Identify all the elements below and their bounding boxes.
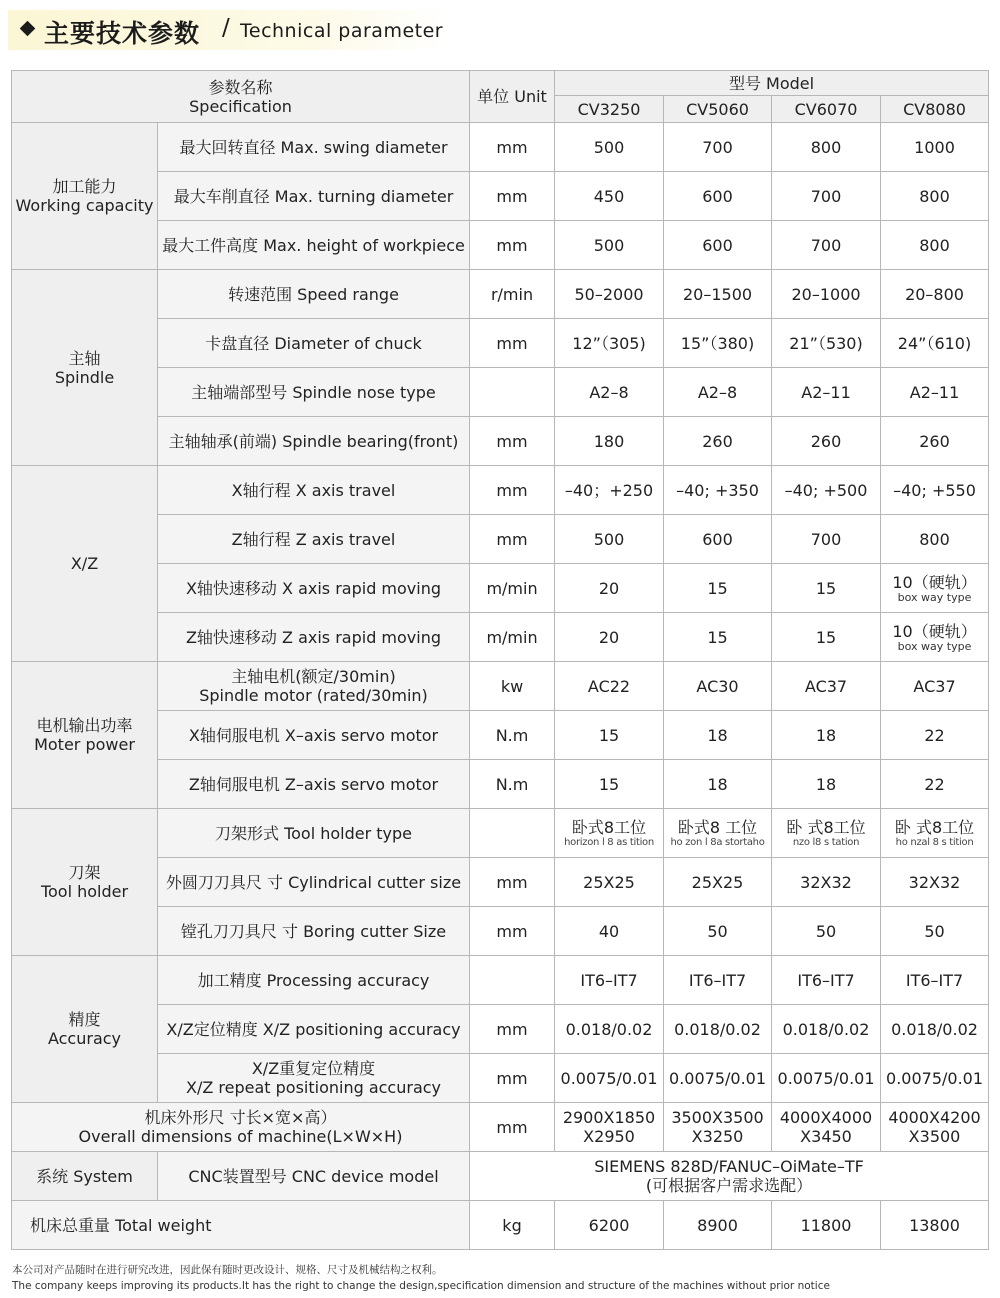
cell-value: 13800	[881, 1201, 989, 1250]
table-row	[12, 123, 989, 172]
cell-value: 10（硬轨） box way type	[881, 613, 989, 662]
cnc-model-value: SIEMENS 828D/FANUC–OiMate–TF (可根据客户需求选配）	[470, 1152, 989, 1201]
cell-value: 12”（305)	[555, 319, 664, 368]
cell-value: IT6–IT7	[555, 956, 664, 1005]
row-unit: mm	[470, 1005, 555, 1054]
cell-value: A2–11	[881, 368, 989, 417]
cell-value: 600	[664, 221, 772, 270]
cell-value: 22	[881, 711, 989, 760]
row-unit: mm	[470, 417, 555, 466]
cell-value: 32X32	[881, 858, 989, 907]
row-unit: r/min	[470, 270, 555, 319]
cell-value: 8900	[664, 1201, 772, 1250]
cell-note: horizon l 8 as tition	[564, 837, 654, 848]
row-label: X/Z定位精度 X/Z positioning accuracy	[158, 1005, 470, 1054]
cell-value: 0.0075/0.01	[881, 1054, 989, 1103]
group-xz: X/Z	[12, 466, 158, 662]
cell-value: 40	[555, 907, 664, 956]
cell-value: –40; +500	[772, 466, 881, 515]
table-row	[12, 466, 989, 515]
cell-value: 500	[555, 123, 664, 172]
row-unit	[470, 956, 555, 1005]
group-spindle: 主轴 Spindle	[12, 270, 158, 466]
row-label: 转速范围 Speed range	[158, 270, 470, 319]
cell-value: 15	[772, 613, 881, 662]
model-name: CV3250	[555, 96, 664, 123]
cell-value: 800	[772, 123, 881, 172]
cell-value: 卧 式8工位 ho nzal 8 s tition	[881, 809, 989, 858]
cell-value: AC37	[881, 662, 989, 711]
cell-value: 20–1500	[664, 270, 772, 319]
group-system: 系统 System	[12, 1152, 158, 1201]
cell-note: box way type	[897, 590, 972, 604]
row-label: 加工精度 Processing accuracy	[158, 956, 470, 1005]
table-row	[12, 1201, 989, 1250]
cell-value: –40；+250	[555, 466, 664, 515]
group-accuracy: 精度 Accuracy	[12, 956, 158, 1103]
cell-value: A2–11	[772, 368, 881, 417]
table-row	[12, 221, 989, 270]
cell-value: 25X25	[555, 858, 664, 907]
cell-value: 11800	[772, 1201, 881, 1250]
cell-value: 260	[664, 417, 772, 466]
row-label: 卡盘直径 Diameter of chuck	[158, 319, 470, 368]
cell-value: AC30	[664, 662, 772, 711]
table-row	[12, 613, 989, 662]
cell-value: 500	[555, 221, 664, 270]
cell-note: ho zon l 8a stortaho	[670, 837, 765, 848]
row-unit: mm	[470, 123, 555, 172]
table-row	[12, 564, 989, 613]
cell-value: 10（硬轨） box way type	[881, 564, 989, 613]
row-label: 主轴轴承(前端) Spindle bearing(front)	[158, 417, 470, 466]
cell-value: 4000X4200 X3500	[881, 1103, 989, 1152]
table-row	[12, 515, 989, 564]
cell-value: 2900X1850 X2950	[555, 1103, 664, 1152]
cell-value: 卧式8 工位 ho zon l 8a stortaho	[664, 809, 772, 858]
table-row	[12, 662, 989, 711]
cell-value: –40; +550	[881, 466, 989, 515]
cell-value: 260	[881, 417, 989, 466]
row-unit: m/min	[470, 613, 555, 662]
row-label: Z轴伺服电机 Z–axis servo motor	[158, 760, 470, 809]
row-unit: N.m	[470, 711, 555, 760]
cell-value: 20	[555, 613, 664, 662]
cell-value: IT6–IT7	[664, 956, 772, 1005]
cell-value: 0.0075/0.01	[555, 1054, 664, 1103]
row-label: 最大车削直径 Max. turning diameter	[158, 172, 470, 221]
cell-value: 18	[664, 711, 772, 760]
row-unit: m/min	[470, 564, 555, 613]
table-row	[12, 319, 989, 368]
title-cn: 主要技术参数	[44, 19, 201, 48]
cell-value: 15”（380)	[664, 319, 772, 368]
table-row	[12, 711, 989, 760]
row-unit: kg	[470, 1201, 555, 1250]
table-row	[12, 907, 989, 956]
table-row	[12, 809, 989, 858]
row-label: CNC装置型号 CNC device model	[158, 1152, 470, 1201]
spec-header: 参数名称 Specification	[12, 71, 470, 123]
row-unit: mm	[470, 515, 555, 564]
cell-value: 500	[555, 515, 664, 564]
cell-value: 15	[555, 760, 664, 809]
cell-value: 6200	[555, 1201, 664, 1250]
cell-value: 卧 式8工位 nzo l8 s tation	[772, 809, 881, 858]
cell-value: 50	[881, 907, 989, 956]
row-label: 刀架形式 Tool holder type	[158, 809, 470, 858]
row-label: 最大工件高度 Max. height of workpiece	[158, 221, 470, 270]
cell-value: 24”（610)	[881, 319, 989, 368]
cell-value: 22	[881, 760, 989, 809]
cell-value: 卧式8工位 horizon l 8 as tition	[555, 809, 664, 858]
table-row	[12, 858, 989, 907]
group-working-capacity: 加工能力 Working capacity	[12, 123, 158, 270]
cell-value: 700	[772, 172, 881, 221]
section-title	[8, 10, 448, 50]
cell-note: box way type	[897, 639, 972, 653]
cell-value: 700	[772, 515, 881, 564]
cell-value: 800	[881, 172, 989, 221]
table-row	[12, 270, 989, 319]
cell-value: 0.018/0.02	[772, 1005, 881, 1054]
table-row	[12, 1005, 989, 1054]
cell-value: 800	[881, 515, 989, 564]
table-row	[12, 1152, 989, 1201]
row-unit: mm	[470, 172, 555, 221]
model-header: 型号 Model	[555, 71, 989, 96]
row-unit	[470, 809, 555, 858]
row-label: Z轴行程 Z axis travel	[158, 515, 470, 564]
cell-value: 32X32	[772, 858, 881, 907]
cell-value: 20–1000	[772, 270, 881, 319]
row-label: 机床总重量 Total weight	[12, 1201, 470, 1250]
cell-value: 4000X4000 X3450	[772, 1103, 881, 1152]
row-label: 机床外形尺 寸长×宽×高） Overall dimensions of machine(L×W×H)	[12, 1103, 470, 1152]
table-row	[12, 1054, 989, 1103]
row-label: 外圆刀刀具尺 寸 Cylindrical cutter size	[158, 858, 470, 907]
cell-value: 50	[664, 907, 772, 956]
row-label: 镗孔刀刀具尺 寸 Boring cutter Size	[158, 907, 470, 956]
cell-value: A2–8	[664, 368, 772, 417]
cell-value: 700	[664, 123, 772, 172]
cell-value: 0.0075/0.01	[772, 1054, 881, 1103]
cell-value: 0.018/0.02	[881, 1005, 989, 1054]
cell-value: 18	[664, 760, 772, 809]
model-name: CV5060	[664, 96, 772, 123]
cell-value: 15	[555, 711, 664, 760]
cell-value: 25X25	[664, 858, 772, 907]
cell-value: 260	[772, 417, 881, 466]
model-name: CV6070	[772, 96, 881, 123]
cell-value: 0.018/0.02	[555, 1005, 664, 1054]
cell-value: 18	[772, 711, 881, 760]
cell-value: 21”（530)	[772, 319, 881, 368]
table-row	[12, 956, 989, 1005]
cell-value: 600	[664, 515, 772, 564]
title-en: Technical parameter	[240, 20, 444, 42]
cell-value: 20	[555, 564, 664, 613]
cell-value: A2–8	[555, 368, 664, 417]
cell-value: 50–2000	[555, 270, 664, 319]
footer-en: The company keeps improving its products.It has the right to change the design,specification dimension and structure of the machines without prior notice	[12, 1280, 830, 1292]
cell-note: ho nzal 8 s tition	[895, 837, 974, 848]
diamond-bullet-icon	[20, 21, 36, 37]
cell-value: 20–800	[881, 270, 989, 319]
row-label: X轴行程 X axis travel	[158, 466, 470, 515]
row-label: 主轴电机(额定/30min) Spindle motor (rated/30min)	[158, 662, 470, 711]
cell-value: 1000	[881, 123, 989, 172]
cell-value: 0.0075/0.01	[664, 1054, 772, 1103]
table-row	[12, 760, 989, 809]
row-label: X轴快速移动 X axis rapid moving	[158, 564, 470, 613]
row-label: X轴伺服电机 X–axis servo motor	[158, 711, 470, 760]
table-row	[12, 417, 989, 466]
cell-value: IT6–IT7	[881, 956, 989, 1005]
row-label: X/Z重复定位精度 X/Z repeat positioning accuracy	[158, 1054, 470, 1103]
row-unit: mm	[470, 1103, 555, 1152]
technical-parameter-table	[11, 70, 989, 1250]
group-tool-holder: 刀架 Tool holder	[12, 809, 158, 956]
row-unit: mm	[470, 907, 555, 956]
unit-header: 单位 Unit	[470, 71, 555, 123]
row-unit	[470, 368, 555, 417]
table-row	[12, 172, 989, 221]
row-label: 主轴端部型号 Spindle nose type	[158, 368, 470, 417]
cell-value: AC22	[555, 662, 664, 711]
cell-value: IT6–IT7	[772, 956, 881, 1005]
row-label: 最大回转直径 Max. swing diameter	[158, 123, 470, 172]
row-unit: kw	[470, 662, 555, 711]
footer-cn: 本公司对产品随时在进行研究改进，因此保有随时更改设计、规格、尺寸及机械结构之权利。	[12, 1264, 443, 1276]
cell-value: 18	[772, 760, 881, 809]
cell-value: 180	[555, 417, 664, 466]
cell-value: 450	[555, 172, 664, 221]
title-separator: /	[222, 15, 230, 41]
model-name: CV8080	[881, 96, 989, 123]
row-unit: mm	[470, 1054, 555, 1103]
cell-value: 0.018/0.02	[664, 1005, 772, 1054]
row-unit: mm	[470, 319, 555, 368]
cell-value: 3500X3500 X3250	[664, 1103, 772, 1152]
cell-value: AC37	[772, 662, 881, 711]
cell-note: nzo l8 s tation	[792, 837, 860, 848]
footer-note	[12, 1262, 830, 1294]
row-unit: mm	[470, 221, 555, 270]
cell-value: 700	[772, 221, 881, 270]
row-unit: N.m	[470, 760, 555, 809]
table-row	[12, 1103, 989, 1152]
cell-value: 50	[772, 907, 881, 956]
group-motor-power: 电机输出功率 Moter power	[12, 662, 158, 809]
row-unit: mm	[470, 858, 555, 907]
cell-value: 15	[664, 564, 772, 613]
table-row	[12, 368, 989, 417]
row-unit: mm	[470, 466, 555, 515]
cell-value: –40; +350	[664, 466, 772, 515]
cell-value: 800	[881, 221, 989, 270]
row-label: Z轴快速移动 Z axis rapid moving	[158, 613, 470, 662]
cell-value: 600	[664, 172, 772, 221]
cell-value: 15	[664, 613, 772, 662]
cell-value: 15	[772, 564, 881, 613]
